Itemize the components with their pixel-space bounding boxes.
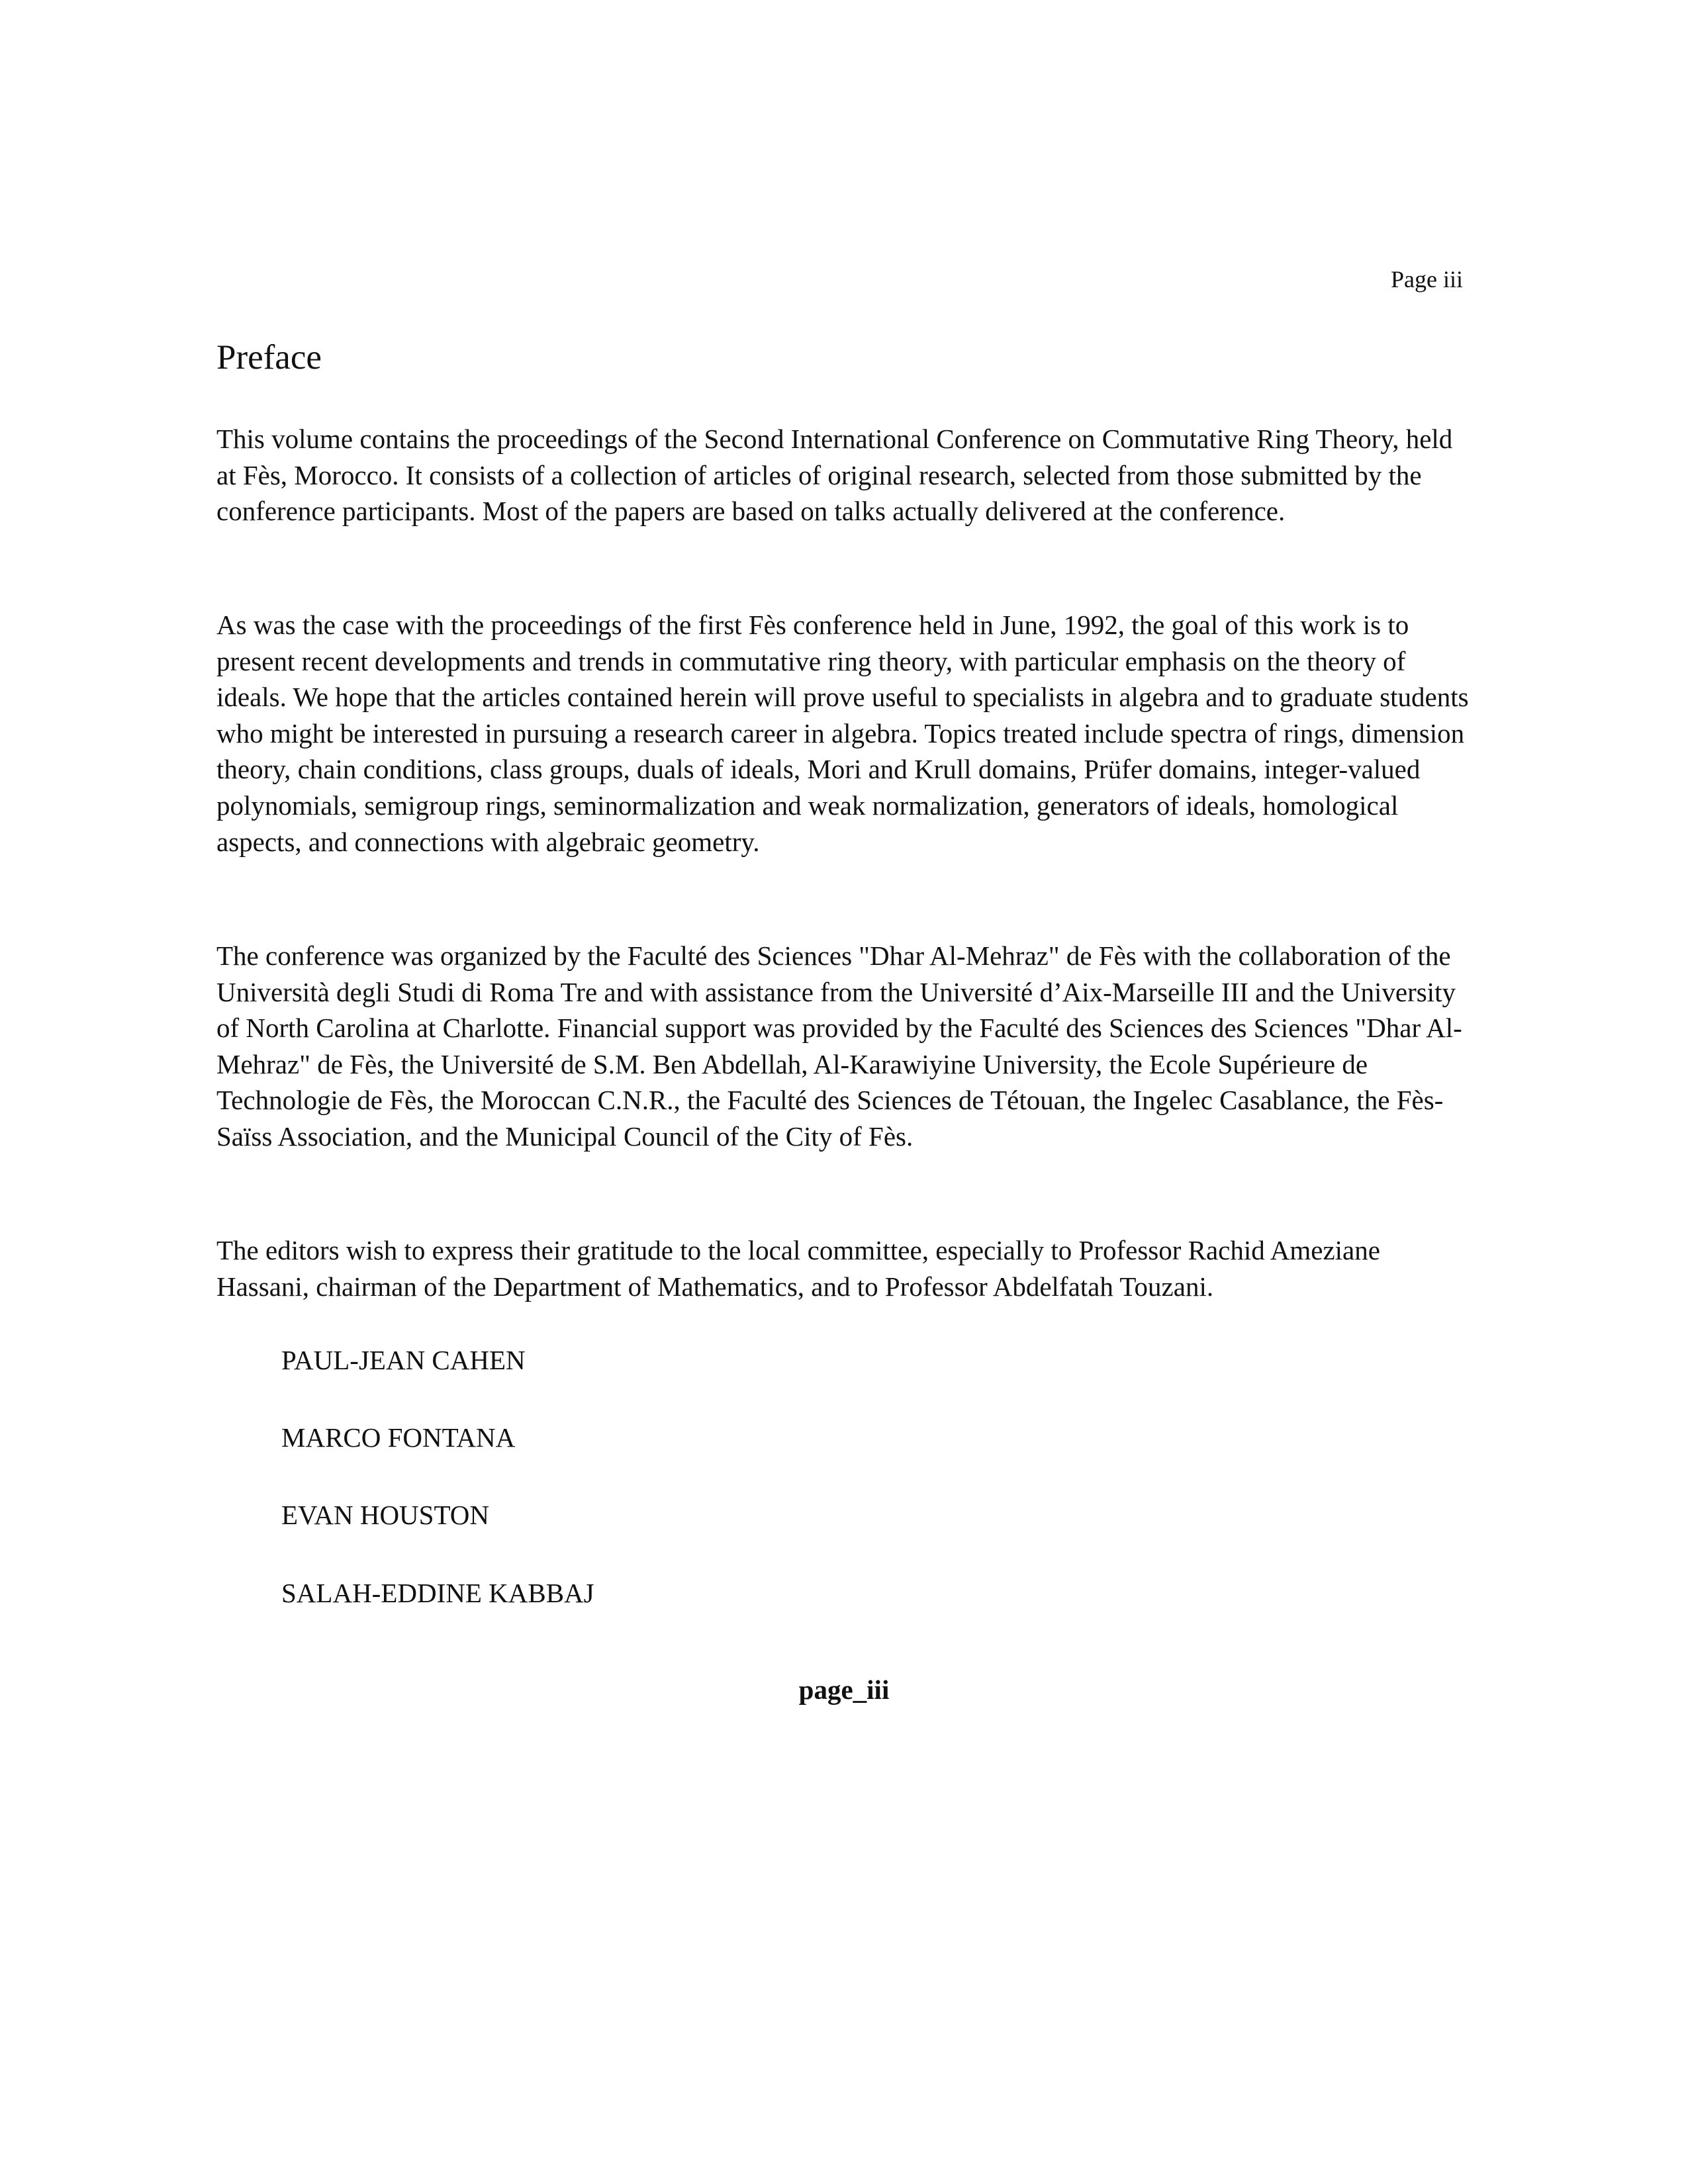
preface-paragraph-3: The conference was organized by the Faculté des Sciences "Dhar Al-Mehraz" de Fès with the collaboration of the Università degli Studi di Roma Tre and with assistance from the Université d’Aix-Marseille III and the University of North Carolina at Charlotte. Financial support was provided by the Faculté des Sciences des Sciences "Dhar Al-Mehraz" de Fès, the Université de S.M. Ben Abdellah, Al-Karawiyine University, the Ecole Supérieure de Technologie de Fès, the Moroccan C.N.R., the Faculté des Sciences de Tétouan, the Ingelec Casablance, the Fès-Saïss Association, and the Municipal Council of the City of Fès. xyxy=(216,940,1462,1152)
preface-paragraph-2: As was the case with the proceedings of the first Fès conference held in June, 1992, the goal of this work is to present recent developments and trends in commutative ring theory, with particular emphasis on the theory of ideals. We hope that the articles contained herein will prove useful to specialists in algebra and to graduate students who might be interested in pursuing a research career in algebra. Topics treated include spectra of rings, dimension theory, chain conditions, class groups, duals of ideals, Mori and Krull domains, Prüfer domains, integer-valued polynomials, semigroup rings, seminormalization and weak normalization, generators of ideals, homological aspects, and connections with algebraic geometry. xyxy=(216,610,1469,857)
page-number-header: Page iii xyxy=(1391,266,1463,293)
editor-name: SALAH-EDDINE KABBAJ xyxy=(281,1578,594,1608)
editor-name: EVAN HOUSTON xyxy=(281,1500,489,1530)
page-footer-label: page_iii xyxy=(798,1674,890,1705)
editor-name: PAUL-JEAN CAHEN xyxy=(281,1345,526,1375)
editor-name: MARCO FONTANA xyxy=(281,1422,516,1453)
page-title: Preface xyxy=(216,338,322,377)
preface-paragraph-4: The editors wish to express their gratitude to the local committee, especially to Professor Rachid Ameziane Hassani, chairman of the Department of Mathematics, and to Professor Abdelfatah Touzani. xyxy=(216,1235,1380,1302)
preface-paragraph-1: This volume contains the proceedings of the Second International Conference on Commutative Ring Theory, held at Fès, Morocco. It consists of a collection of articles of original research, selected from those submitted by the conference participants. Most of the papers are based on talks actually delivered at the conference. xyxy=(216,424,1453,527)
